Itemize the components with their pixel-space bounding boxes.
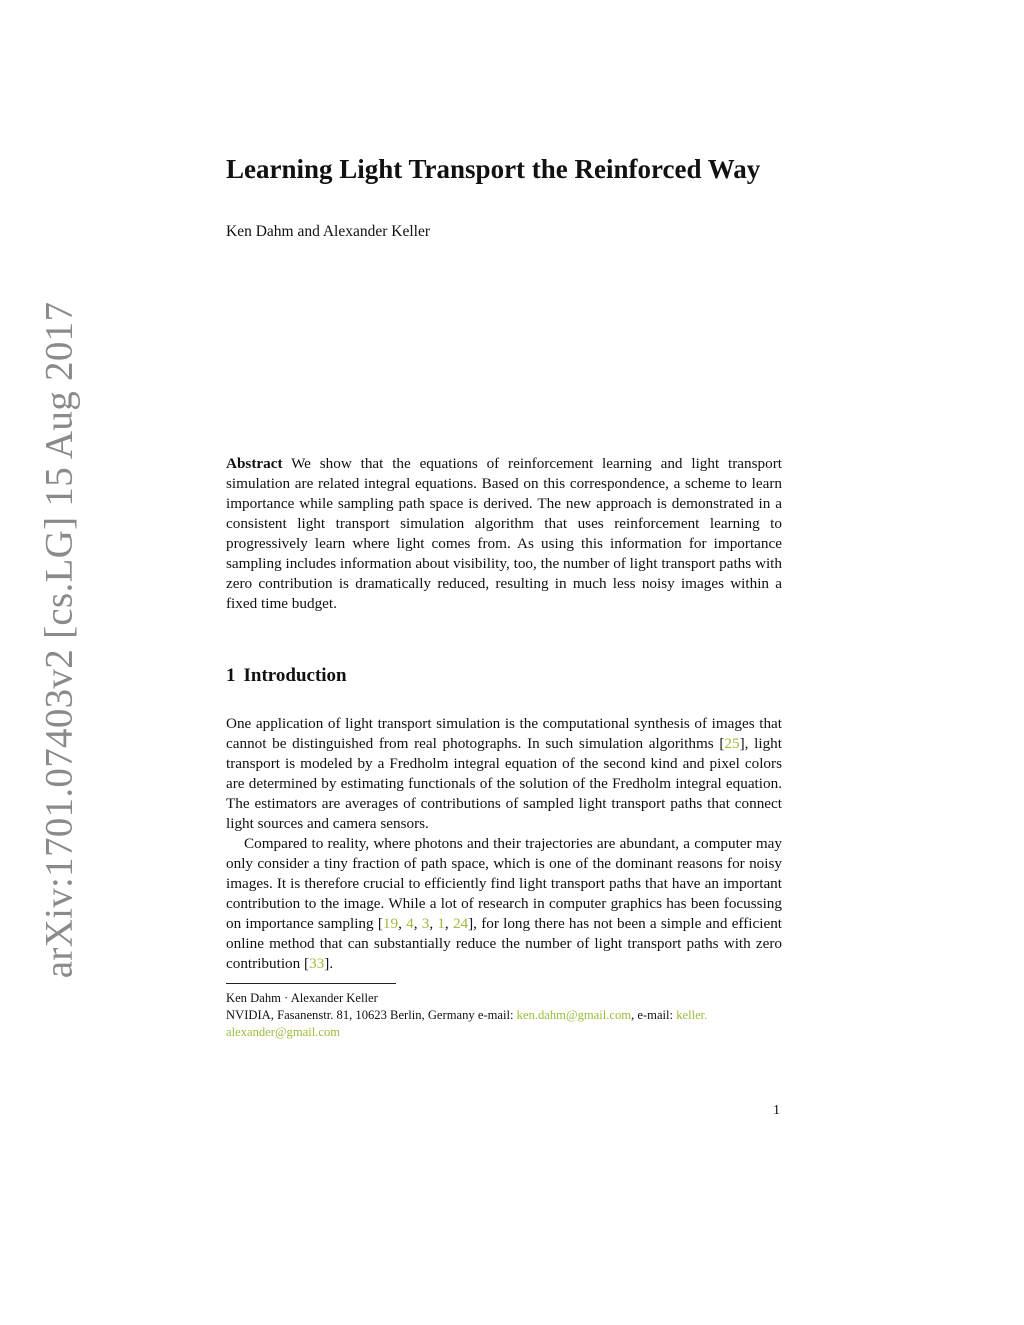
paragraph: [226, 714, 782, 834]
affiliation-address: NVIDIA, Fasanenstr. 81, 10623 Berlin, Germany e-mail:: [226, 1008, 517, 1022]
paragraph-text: Compared to reality, where photons and their trajectories are abundant, a computer may only consider a tiny fraction of path space, which is one of the dominant reasons for noisy images. It is therefore crucial to efficiently find light transport paths that have an important contribution to the image. While a lot of research in computer graphics has been focussing on importance sampling [: [226, 835, 782, 932]
abstract: [226, 454, 782, 614]
citation-link[interactable]: 4: [406, 915, 414, 932]
citation-separator: ,: [444, 915, 453, 932]
paper-title: Learning Light Transport the Reinforced Way: [226, 154, 761, 184]
email-link-keller-continued[interactable]: alexander@gmail.com: [226, 1025, 341, 1039]
citation-link[interactable]: 33: [309, 955, 325, 972]
paragraph-text: ], for long there has not been a simple and efficient online method that can substantially reduce the number of light transport paths with zero contribution [: [226, 915, 783, 972]
citation-separator: ,: [429, 915, 438, 932]
introduction-body: [226, 714, 782, 974]
section-heading: [226, 664, 782, 688]
email-separator: , e-mail:: [631, 1008, 677, 1022]
citation-separator: ,: [398, 915, 407, 932]
author-footnote: [226, 990, 782, 1041]
citation-link[interactable]: 3: [421, 915, 430, 932]
paragraph-text: One application of light transport simulation is the computational synthesis of images that cannot be distinguished from real photographs. In such simulation algorithms [: [226, 715, 782, 752]
paragraph-text: ].: [324, 955, 334, 972]
email-link-keller[interactable]: keller.: [676, 1008, 708, 1022]
citation-link[interactable]: 1: [437, 915, 445, 932]
citation-link[interactable]: 19: [382, 915, 399, 932]
page-number: 1: [773, 1103, 780, 1118]
section-title: Introduction: [243, 665, 347, 686]
email-link-dahm[interactable]: ken.dahm@gmail.com: [516, 1008, 632, 1022]
footnote-author-names: Ken Dahm · Alexander Keller: [226, 991, 378, 1005]
abstract-label: Abstract: [226, 455, 283, 472]
section-number: 1: [226, 665, 236, 686]
footnote-affiliation: [226, 1007, 782, 1041]
abstract-text: We show that the equations of reinforcement learning and light transport simulation are related integral equations. Based on this correspondence, a scheme to learn importance while sampling path space is derived. The new approach is demonstrated in a consistent light transport simulation algorithm that uses reinforcement learning to progressively learn where light comes from. As using this information for importance sampling includes information about visibility, too, the number of light transport paths with zero contribution is dramatically reduced, resulting in much less noisy images within a fixed time budget.: [226, 455, 782, 612]
paragraph-text: ], light transport is modeled by a Fredholm integral equation of the second kind and pixel colors are determined by estimating functionals of the solution of the Fredholm integral equation. The estimators are averages of contributions of sampled light transport paths that connect light sources and camera sensors.: [226, 735, 782, 832]
footnote-divider: [226, 983, 396, 984]
arxiv-identifier-stamp: arXiv:1701.07403v2 [cs.LG] 15 Aug 2017: [37, 301, 81, 979]
paragraph: [226, 834, 782, 974]
citation-link[interactable]: 24: [452, 915, 469, 932]
author-list: Ken Dahm and Alexander Keller: [226, 223, 431, 240]
citation-separator: ,: [413, 915, 422, 932]
citation-link[interactable]: 25: [724, 735, 740, 752]
